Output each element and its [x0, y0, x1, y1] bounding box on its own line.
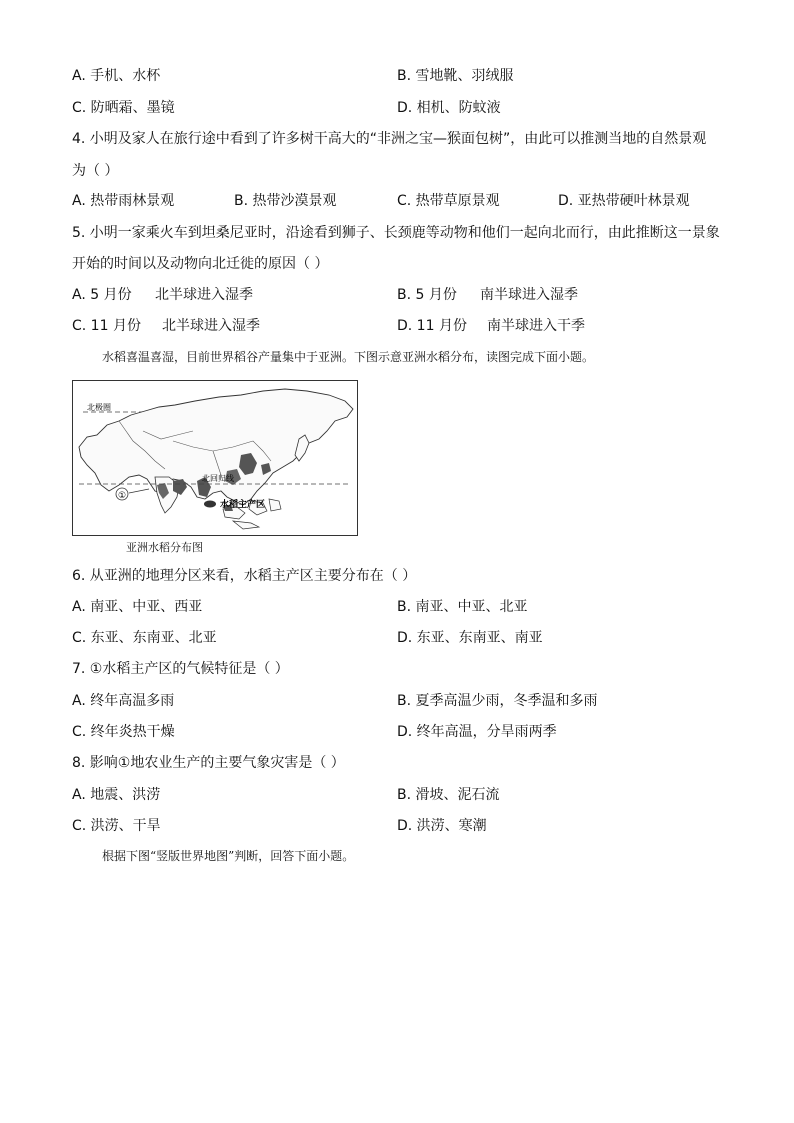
q4-option-a: A. 热带雨林景观 — [72, 193, 175, 209]
q3-option-c: C. 防晒霜、墨镜 — [72, 100, 175, 116]
q8-option-c: C. 洪涝、干旱 — [72, 818, 161, 834]
q5-stem-line2: 开始的时间以及动物向北迁徙的原因（ ） — [72, 256, 329, 272]
legend-label: 水稻主产区 — [220, 500, 266, 510]
map-caption: 亚洲水稻分布图 — [126, 541, 203, 554]
q4-option-c: C. 热带草原景观 — [397, 193, 500, 209]
q8-option-a: A. 地震、洪涝 — [72, 787, 161, 803]
q7-option-a: A. 终年高温多雨 — [72, 693, 175, 709]
q5-option-b-month: B. 5 月份 — [397, 287, 457, 303]
tropic-of-cancer-label: 北回归线 — [202, 474, 234, 483]
world-map-intro-text: 根据下图“竖版世界地图”判断，回答下面小题。 — [102, 849, 355, 863]
q8-stem: 8. 影响①地农业生产的主要气象灾害是（ ） — [72, 755, 345, 771]
q5-option-d-reason: 南半球进入干季 — [487, 318, 585, 334]
q5-stem-line1: 5. 小明一家乘火车到坦桑尼亚时，沿途看到狮子、长颈鹿等动物和他们一起向北而行，由此推断这一景象 — [72, 225, 720, 241]
q6-option-d: D. 东亚、东南亚、南亚 — [397, 630, 543, 646]
q5-option-a-month: A. 5 月份 — [72, 287, 132, 303]
q4-stem-line2: 为（ ） — [72, 163, 119, 179]
q4-option-b: B. 热带沙漠景观 — [234, 193, 337, 209]
q5-option-c-reason: 北半球进入湿季 — [162, 318, 260, 334]
q3-option-a: A. 手机、水杯 — [72, 68, 161, 84]
asia-outline — [79, 389, 353, 505]
q6-option-c: C. 东亚、东南亚、北亚 — [72, 630, 217, 646]
q6-stem: 6. 从亚洲的地理分区来看，水稻主产区主要分布在（ ） — [72, 568, 417, 584]
q5-option-a-reason: 北半球进入湿季 — [155, 287, 253, 303]
q7-option-c: C. 终年炎热干燥 — [72, 724, 175, 740]
marker-one: ① — [118, 491, 127, 501]
q5-option-b-reason: 南半球进入湿季 — [480, 287, 578, 303]
asia-rice-map — [72, 380, 358, 536]
legend-swatch — [204, 501, 216, 508]
rice-intro-text: 水稻喜温喜湿，目前世界稻谷产量集中于亚洲。下图示意亚洲水稻分布，读图完成下面小题。 — [102, 350, 595, 364]
q8-option-b: B. 滑坡、泥石流 — [397, 787, 500, 803]
q4-option-d: D. 亚热带硬叶林景观 — [558, 193, 690, 209]
q4-stem-line1: 4. 小明及家人在旅行途中看到了许多树干高大的“非洲之宝—猴面包树”，由此可以推测当地的自然景观 — [72, 131, 707, 147]
q5-option-c-month: C. 11 月份 — [72, 318, 141, 334]
asia-rice-map-drawing — [73, 381, 357, 535]
arctic-circle-label: 北极圈 — [87, 403, 111, 412]
q6-option-b: B. 南亚、中亚、北亚 — [397, 599, 528, 615]
q8-option-d: D. 洪涝、寒潮 — [397, 818, 487, 834]
q6-option-a: A. 南亚、中亚、西亚 — [72, 599, 203, 615]
q7-option-b: B. 夏季高温少雨，冬季温和多雨 — [397, 693, 598, 709]
q5-option-d-month: D. 11 月份 — [397, 318, 467, 334]
marker-leader-line — [129, 489, 149, 493]
q3-option-b: B. 雪地靴、羽绒服 — [397, 68, 514, 84]
q7-option-d: D. 终年高温，分旱雨两季 — [397, 724, 557, 740]
q7-stem: 7. ①水稻主产区的气候特征是（ ） — [72, 661, 289, 677]
q3-option-d: D. 相机、防蚊液 — [397, 100, 501, 116]
